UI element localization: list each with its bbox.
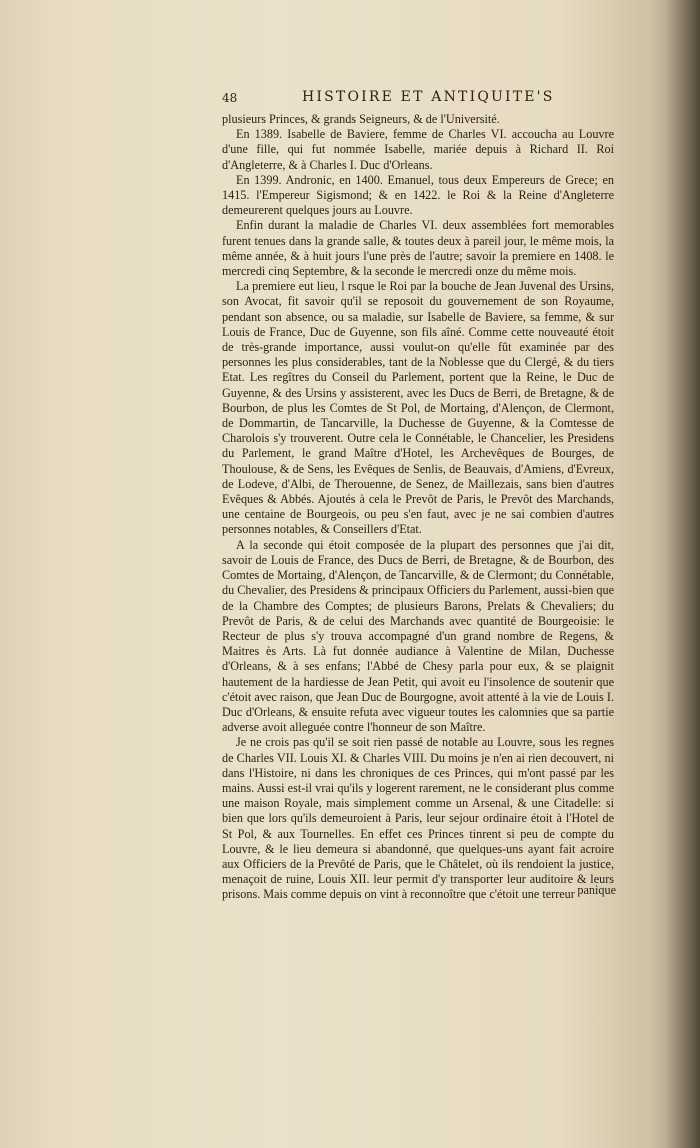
page-number: 48 — [222, 91, 238, 105]
paragraph: A la seconde qui étoit composée de la plupart des personnes que j'ai dit, savoir de Louis de France, des Ducs de Berri, de Bretagne, & de Bourbon, des Comtes de Mortaing, d'Alençon, de Tancarville, & de Clermont; du Connétable, du Chevalier, des Presidens & principaux Officiers du Parlement, aussi-bien que de la Chambre des Comptes; de plusieurs Barons, Prelats & Chevaliers; du Prevôt de Paris, & de celui des Marchands avec quantité de Bourgeoisie: le Recteur de plus s'y trouva accompagné d'un grand nombre de Regens, & Maitres ès Arts. Là fut donnée audiance à Valentine de Milan, Duchesse d'Orleans, & à ses enfans; l'Abbé de Chesy parla pour eux, & se plaignit hautement de la hardiesse de Jean Petit, qui avoit eu l'insolence de soutenir que c'étoit avec raison, que Jean Duc de Bourgogne, avoit attenté à la vie de Louis I. Duc d'Orleans, & ensuite refuta avec vigueur toutes les calomnies que sa partie adverse avoit alleguée contre l'honneur de son Maître. — [222, 537, 614, 735]
paragraph: Enfin durant la maladie de Charles VI. deux assemblées fort memorables furent tenues dans la grande salle, & toutes deux à pareil jour, le même mois, la même année, & à huit jours l'une près de l'autre; savoir la premiere en 1408. le mercredi cinq Septembre, & la seconde le mercredi onze du même mois. — [222, 218, 614, 279]
paragraph: En 1399. Andronic, en 1400. Emanuel, tous deux Empereurs de Grece; en 1415. l'Empereur Sigismond; & en 1422. le Roi & la Reine d'Angleterre demeurerent quelques jours au Louvre. — [222, 172, 614, 218]
body-text — [222, 112, 614, 903]
paragraph: Je ne crois pas qu'il se soit rien passé de notable au Louvre, sous les regnes de Charles VII. Louis XI. & Charles VIII. Du moins je n'en ai rien decouvert, ni dans l'Histoire, ni dans les chroniques de ces Princes, qui m'ont passé par les mains. Aussi est-il vrai qu'ils y logerent rarement, ne le considerant plus comme une maison Royale, mais simplement comme un Arsenal, & une Citadelle: si bien que lors qu'ils demeuroient à Paris, leur sejour ordinaire étoit à l'Hotel de St Pol, & aux Tournelles. En effet ces Princes tinrent si peu de compte du Louvre, & le lieu demeura si abandonné, que quelques-uns ayant fait acroire aux Officiers de la Prevôté de Paris, que le Châtelet, où ils rendoient la justice, menaçoit de ruine, Louis XII. leur permit d'y transporter leur auditoire & leurs prisons. Mais comme depuis on vint à reconnoître que c'étoit une terreur — [222, 735, 614, 902]
catchword: panique — [577, 883, 616, 897]
running-title: HISTOIRE ET ANTIQUITE'S — [302, 89, 555, 105]
book-spine-shadow — [666, 0, 700, 1148]
paragraph: En 1389. Isabelle de Baviere, femme de Charles VI. accoucha au Louvre d'une fille, qui fut nommée Isabelle, mariée depuis à Richard II. Roi d'Angleterre, & à Charles I. Duc d'Orleans. — [222, 127, 614, 172]
paragraph: La premiere eut lieu, l rsque le Roi par la bouche de Jean Juvenal des Ursins, son Avocat, fit savoir qu'il se reposoit du gouvernement de son Royaume, pendant son absence, ou sa maladie, sur Isabelle de Baviere, sa femme, & sur Louis de France, Duc de Guyenne, son fils aîné. Comme cette nouveauté étoit de très-grande importance, aussi voulut-on qu'elle fût examinée par des personnes les plus considerables, tant de la Noblesse que du Clergé, & du tiers Etat. Les regîtres du Conseil du Parlement, portent que la Reine, le Duc de Guyenne, & des Ursins y assisterent, avec les Ducs de Berri, de Bretagne, & de Bourbon, de plus les Comtes de St Pol, de Mortaing, d'Alençon, de Clermont, de Dommartin, de Tancarville, la Duchesse de Guyenne, & la Comtesse de Charolois s'y trouverent. Outre cela le Connétable, le Chancelier, les Presidens du Parlement, le grand Maître d'Hotel, les Archevêques de Bourges, de Thoulouse, & de Sens, les Evêques de Senlis, de Beauvais, d'Amiens, d'Evreux, de Lodeve, d'Albi, de Therouenne, de Senez, de Maillezais, sans bien d'autres Evêques & Abbés. Ajoutés à cela le Prevôt de Paris, le Prevôt des Marchands, une centaine de Bourgeois, ou peu s'en faut, avec je ne sai combien d'autres personnes notables, & Conseillers d'Etat. — [222, 279, 614, 537]
paragraph: plusieurs Princes, & grands Seigneurs, & de l'Université. — [222, 112, 500, 126]
